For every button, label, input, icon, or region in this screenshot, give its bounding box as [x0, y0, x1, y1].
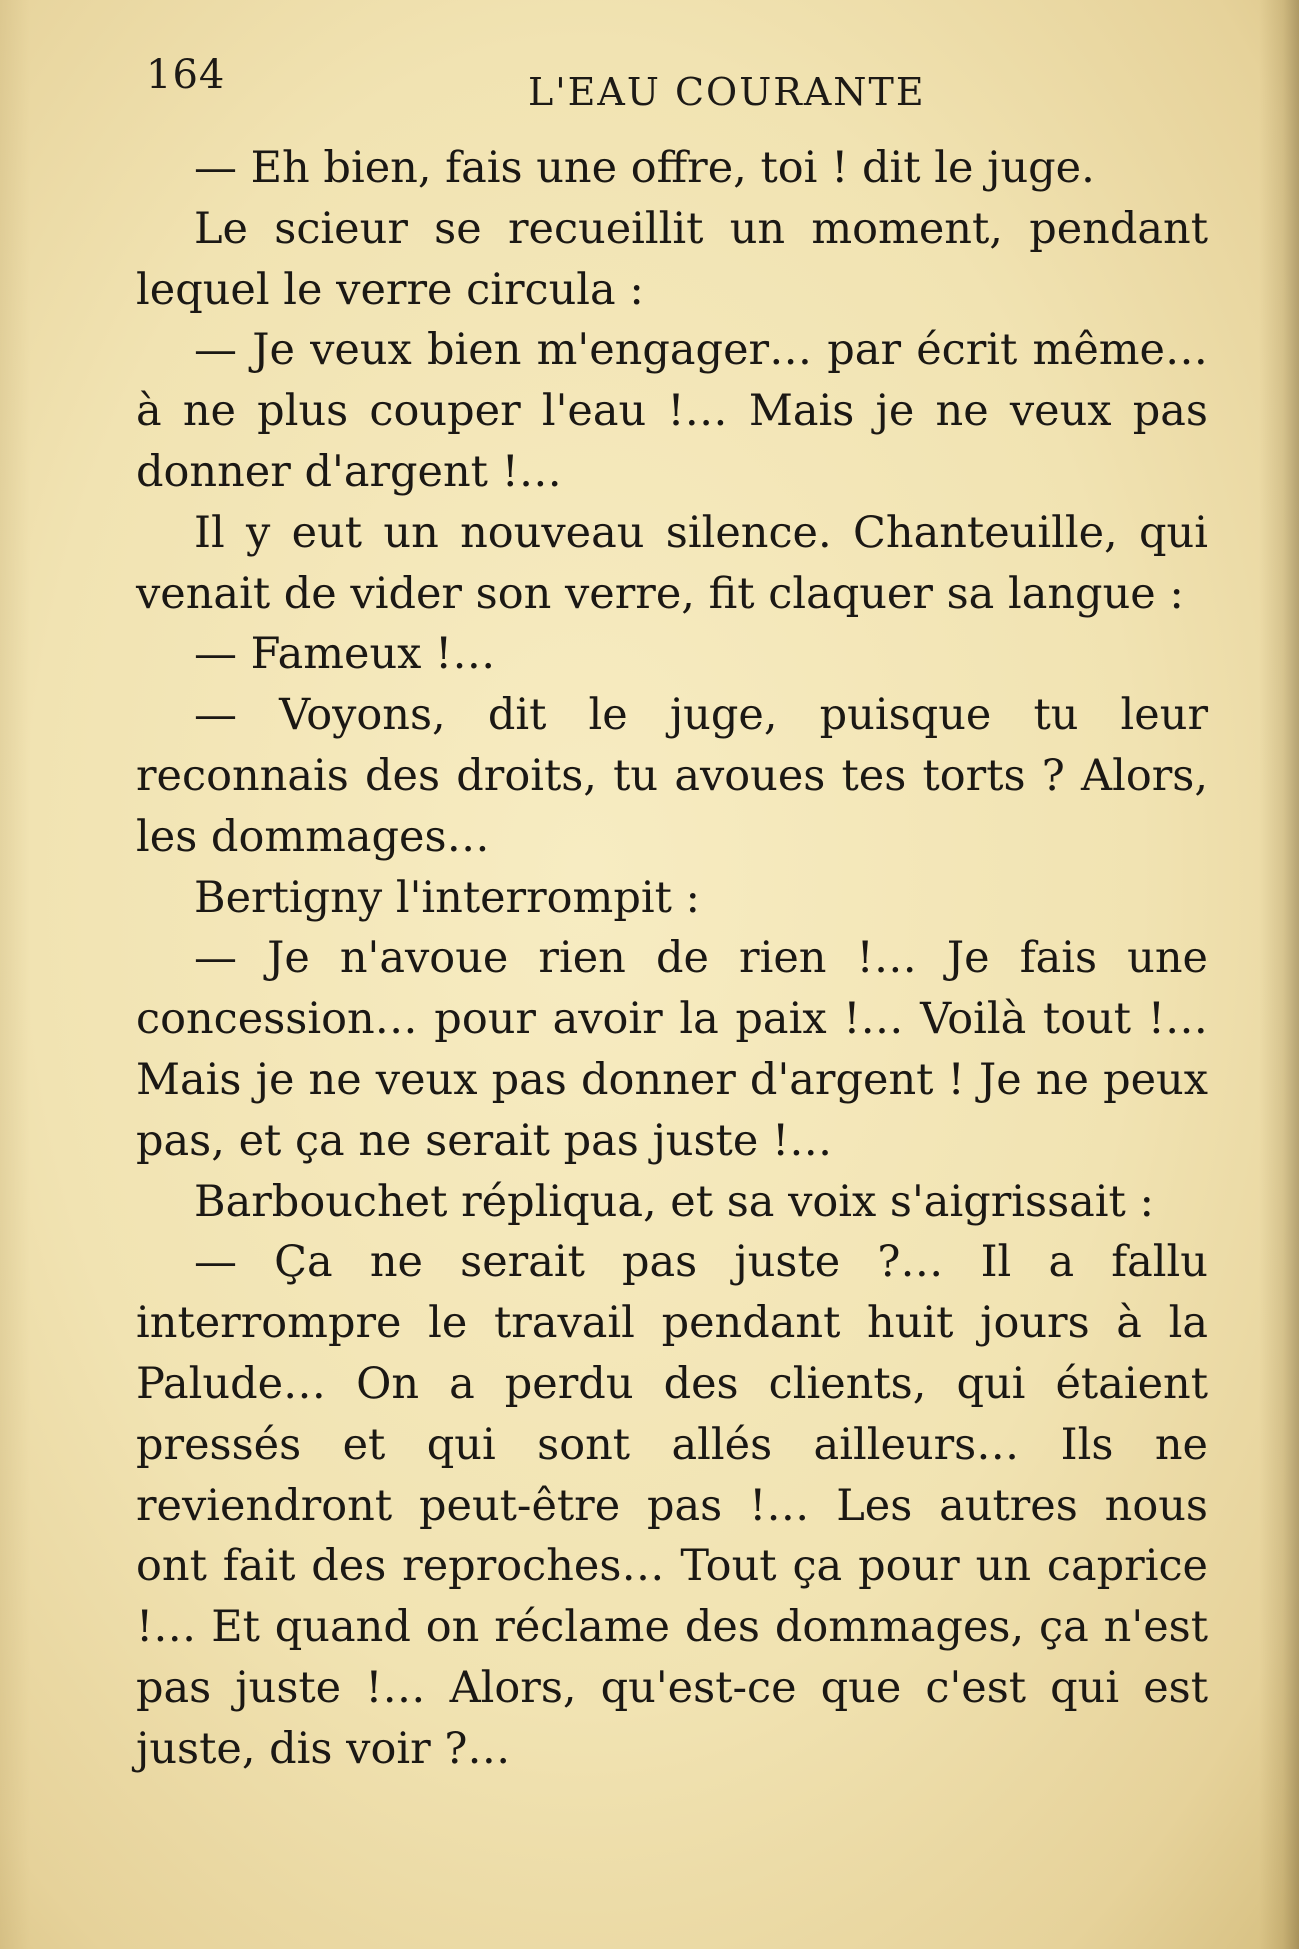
page-edge-shadow	[1259, 0, 1299, 1949]
page-number: 164	[146, 52, 226, 98]
page-header	[0, 52, 1299, 122]
paragraph: — Eh bien, fais une offre, toi ! dit le juge.	[194, 143, 1095, 193]
paragraph: Le scieur se recueillit un moment, pendant lequel le verre circula :	[136, 203, 1208, 315]
paragraph: — Je veux bien m'engager… par écrit même… à ne plus couper l'eau !… Mais je ne veux pas donner d'argent !…	[136, 325, 1208, 497]
paragraph: — Voyons, dit le juge, puisque tu leur reconnais des droits, tu avoues tes torts ? Alors, les dommages…	[136, 690, 1208, 862]
body-text	[136, 138, 1208, 1780]
paragraph: — Fameux !…	[194, 629, 496, 680]
paragraph: — Ça ne serait pas juste ?… Il a fallu interrompre le travail pendant huit jours à la Palude… On a perdu des clients, qui étaient pressés et qui sont allés ailleurs… Ils ne reviendront peut-être pas !… Les autres nous ont fait des reproches… Tout ça pour un caprice !… Et quand on réclame des dommages, ça n'est pas juste !… Alors, qu'est-ce que c'est qui est juste, dis voir ?…	[136, 1237, 1208, 1774]
running-title: L'EAU COURANTE	[528, 70, 926, 114]
page-gutter-shadow	[0, 0, 30, 1949]
paragraph: Il y eut un nouveau silence. Chanteuille, qui venait de vider son verre, fit claquer sa langue :	[136, 507, 1208, 619]
paragraph: Barbouchet répliqua, et sa voix s'aigrissait :	[194, 1176, 1154, 1227]
paragraph: Bertigny l'interrompit :	[194, 872, 701, 923]
paragraph: — Je n'avoue rien de rien !… Je fais une concession… pour avoir la paix !… Voilà tout !… Mais je ne veux pas donner d'argent ! Je ne peux pas, et ça ne serait pas juste !…	[136, 933, 1208, 1166]
